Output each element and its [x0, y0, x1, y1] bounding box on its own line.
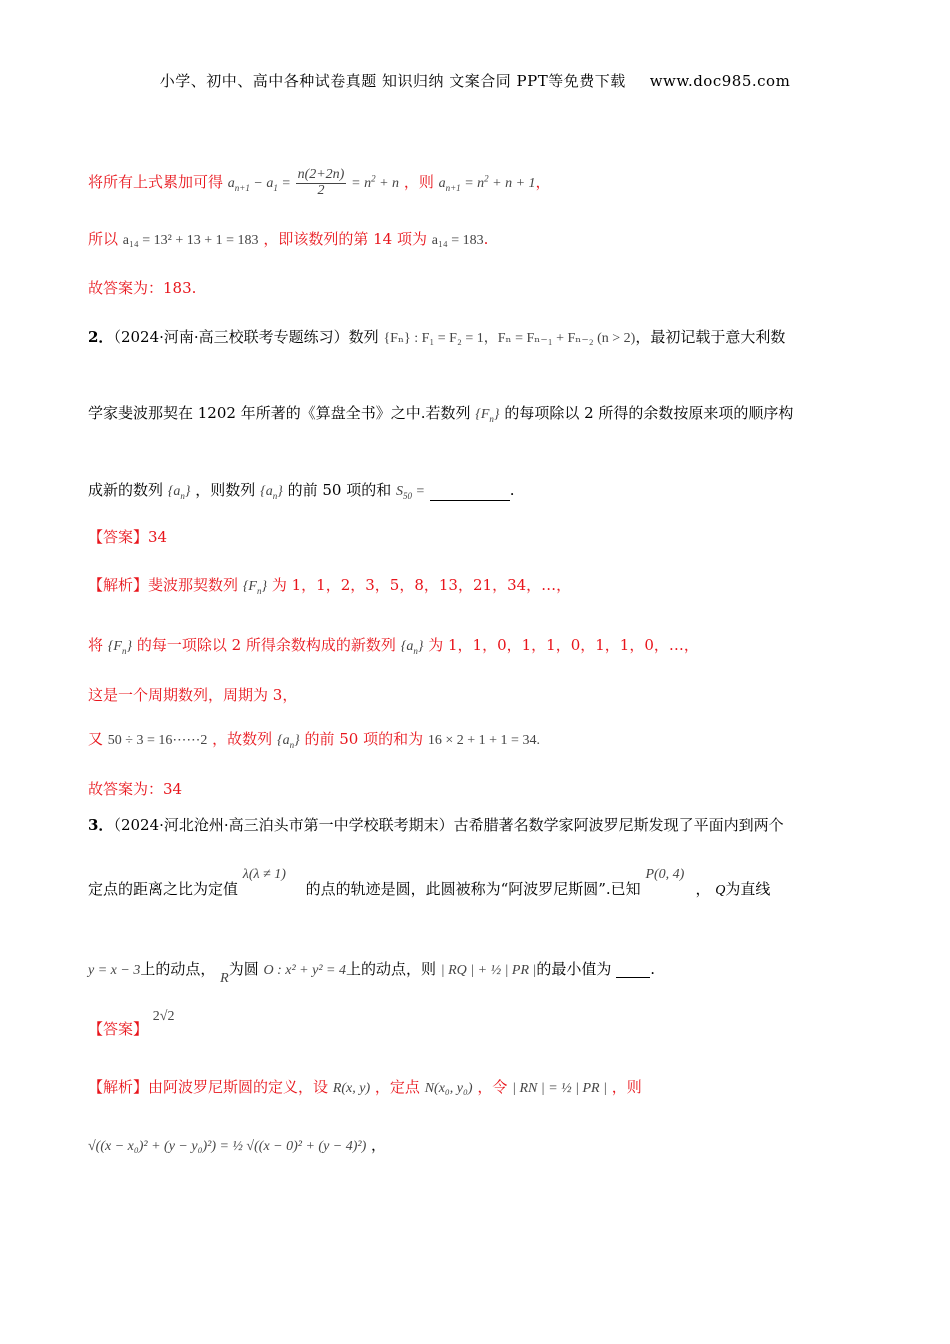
answer-blank: [430, 486, 510, 501]
q2-line-1: 2．（2024·河南·高三校联考专题练习）数列 {Fₙ} : F₁ = F₂ = 1，Fₙ = Fₙ₋₁ + Fₙ₋₂ (n > 2)，最初记载于意大利数: [88, 328, 786, 346]
header-text: 小学、初中、高中各种试卷真题 知识归纳 文案合同 PPT等免费下载: [159, 72, 626, 90]
q3-analysis-2: √((x − x₀)² + (y − y₀)²) = ½ √((x − 0)² + (y − 4)²) ，: [88, 1136, 387, 1154]
q3-answer: 【答案】 2√2: [88, 1009, 175, 1038]
math-fraction: $\frac{n(2+2n)}{2}$: [297, 167, 345, 198]
page-header: [0, 70, 950, 91]
q3-line-3: y = x − 3上的动点， R为圆 O : x² + y² = 4上的动点，则 | RQ | + ½ | PR |的最小值为 .: [88, 960, 655, 986]
q2-analysis-1: 【解析】斐波那契数列 $\{F_n\}$ 为 1，1，2，3，5，8，13，21，34，…，: [88, 576, 572, 596]
math-sum: $a_{n+1} - a_1$ =: [227, 176, 291, 193]
q1-line-2: 所以 a₁₄ = 13² + 13 + 1 = 183 ，即该数列的第 14 项为 a₁₄ = 183.: [88, 230, 489, 248]
q3-analysis-1: 【解析】由阿波罗尼斯圆的定义，设 R(x, y) ，定点 N(x₀, y₀) ，令 | RN | = ½ | PR | ，则: [88, 1078, 642, 1096]
q2-analysis-2: 将 $\{F_n\}$ 的每一项除以 2 所得余数构成的新数列 $\{a_n\}$ 为 1，1，0，1，1，0，1，1，0，…，: [88, 636, 699, 656]
q2-analysis-4: 又 50 ÷ 3 = 16⋯⋯2 ，故数列 $\{a_n\}$ 的前 50 项的和为 16 × 2 + 1 + 1 = 34.: [88, 730, 540, 750]
q2-final-answer: 故答案为：34: [88, 780, 183, 798]
q2-answer: 【答案】34: [88, 528, 168, 546]
answer-blank: [616, 963, 650, 978]
q3-line-2: 定点的距离之比为定值 λ(λ ≠ 1) 的点的轨迹是圆，此圆被称为“阿波罗尼斯圆”.已知 P(0, 4)， Q为直线: [88, 867, 771, 898]
q1-line-1: 将所有上式累加可得 $a_{n+1} - a_1$ = $\frac{n(2+2n)}{2}$ = $n^2 + n$ ，则 $a_{n+1} = n^2 + n + 1$，: [88, 167, 551, 198]
q2-analysis-3: 这是一个周期数列，周期为 3，: [88, 686, 298, 704]
q2-line-2: 学家斐波那契在 1202 年所著的《算盘全书》之中.若数列 $\{F_n\}$ 的每项除以 2 所得的余数按原来项的顺序构: [88, 404, 794, 424]
q1-final-answer: 故答案为：183.: [88, 279, 197, 297]
q3-line-1: 3．（2024·河北沧州·高三泊头市第一中学校联考期末）古希腊著名数学家阿波罗尼斯发现了平面内到两个: [88, 816, 784, 834]
header-site[interactable]: www.doc985.com: [649, 72, 791, 90]
q2-line-3: 成新的数列 $\{a_n\}$ ，则数列 $\{a_n\}$ 的前 50 项的和 $S_{50}$ = .: [88, 481, 515, 501]
